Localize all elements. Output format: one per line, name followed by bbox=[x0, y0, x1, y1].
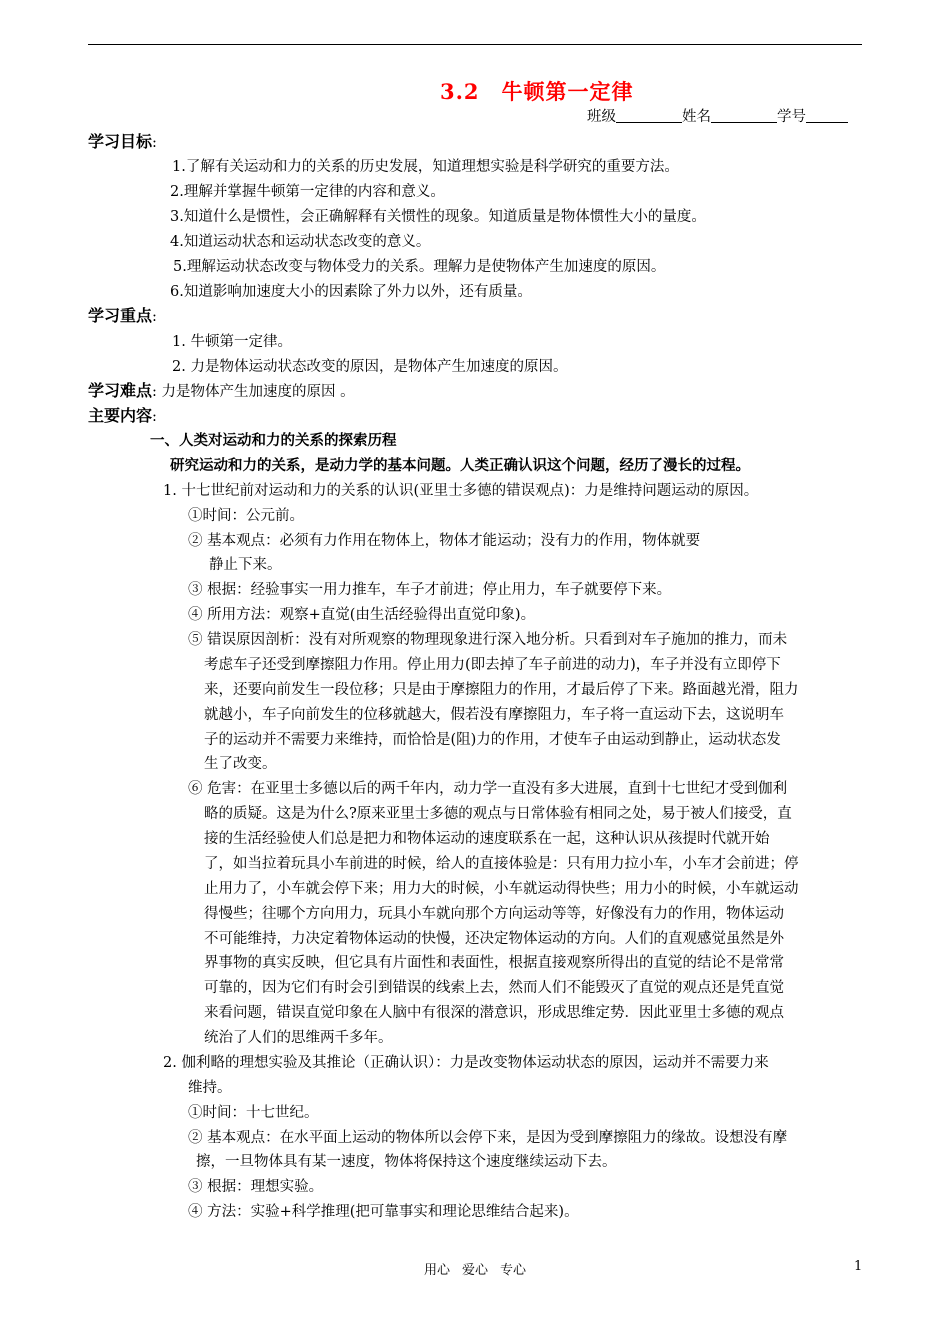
main-content-heading-text: 主要内容 bbox=[88, 406, 153, 425]
name-blank[interactable] bbox=[711, 108, 777, 123]
key-point-item: 1. 牛顿第一定律。 bbox=[172, 334, 292, 350]
page-title bbox=[440, 76, 634, 106]
id-blank[interactable] bbox=[806, 108, 848, 123]
main-content-colon: : bbox=[152, 409, 157, 425]
key-point-item: 2. 力是物体运动状态改变的原因，是物体产生加速度的原因。 bbox=[172, 359, 568, 375]
point1-line: 来，还要向前发生一段位移；只是由于摩擦阻力的作用，才最后停了下来。路面越光滑，阻力 bbox=[204, 682, 799, 698]
point1-line: ④ 所用方法：观察+直觉(由生活经验得出直觉印象)。 bbox=[188, 607, 536, 623]
page-footer bbox=[0, 1259, 950, 1278]
point1-line: ①时间：公元前。 bbox=[188, 508, 304, 524]
point2-line: ①时间：十七世纪。 bbox=[188, 1105, 319, 1121]
key-points-heading-text: 学习重点 bbox=[88, 306, 153, 325]
title-number: 3.2 bbox=[440, 79, 480, 104]
objective-item: 4.知道运动状态和运动状态改变的意义。 bbox=[170, 234, 431, 250]
point2-line: 擦，一旦物体具有某一速度，物体将保持这个速度继续运动下去。 bbox=[196, 1154, 617, 1170]
footer-word: 专心 bbox=[500, 1263, 527, 1278]
class-label: 班级 bbox=[587, 109, 616, 125]
main-content-heading bbox=[88, 407, 157, 426]
difficulty-line bbox=[88, 382, 355, 401]
point1-line: 接的生活经验使人们总是把力和物体运动的速度联系在一起，这种认识从孩提时代就开始 bbox=[204, 831, 770, 847]
objective-item: 1.了解有关运动和力的关系的历史发展，知道理想实验是科学研究的重要方法。 bbox=[172, 159, 679, 175]
student-info-fields bbox=[587, 108, 848, 126]
section-title: 一、人类对运动和力的关系的探索历程 bbox=[150, 432, 397, 449]
point1-line: ③ 根据：经验事实一用力推车，车子才前进；停止用力，车子就要停下来。 bbox=[188, 582, 672, 598]
footer-word: 爱心 bbox=[461, 1263, 488, 1278]
point1-line: 可靠的，因为它们有时会引到错误的线索上去，然而人们不能毁灭了直觉的观点还是凭直觉 bbox=[204, 980, 784, 996]
point1-line: 不可能维持，力决定着物体运动的快慢，还决定物体运动的方向。人们的直观感觉虽然是外 bbox=[204, 931, 784, 947]
objective-item: 2.理解并掌握牛顿第一定律的内容和意义。 bbox=[170, 184, 445, 200]
point2-heading-cont: 维持。 bbox=[188, 1080, 232, 1096]
point1-line: 考虑车子还受到摩擦阻力作用。停止用力(即去掉了车子前进的动力)，车子并没有立即停下 bbox=[204, 657, 781, 673]
objectives-heading-text: 学习目标 bbox=[88, 132, 153, 151]
point1-line: 静止下来。 bbox=[209, 557, 282, 573]
objectives-heading bbox=[88, 133, 157, 152]
point1-line: 了，如当拉着玩具小车前进的时候，给人的直接体验是：只有用力拉小车，小车才会前进；停 bbox=[204, 856, 799, 872]
title-text: 牛顿第一定律 bbox=[501, 79, 634, 104]
objective-item: 5.理解运动状态改变与物体受力的关系。理解力是使物体产生加速度的原因。 bbox=[173, 259, 666, 275]
section-intro: 研究运动和力的关系，是动力学的基本问题。人类正确认识这个问题，经历了漫长的过程。 bbox=[170, 457, 750, 474]
point2-line: ④ 方法：实验+科学推理(把可靠事实和理论思维结合起来)。 bbox=[188, 1204, 579, 1220]
point1-line: 界事物的真实反映，但它具有片面性和表面性，根据直接观察所得出的直觉的结论不是常常 bbox=[204, 955, 784, 971]
point1-line: ② 基本观点：必须有力作用在物体上，物体才能运动；没有力的作用，物体就要 bbox=[188, 533, 701, 549]
point1-line: 生了改变。 bbox=[204, 756, 277, 772]
class-blank[interactable] bbox=[616, 108, 682, 123]
header-rule bbox=[88, 44, 862, 45]
point1-line: 统治了人们的思维两千多年。 bbox=[204, 1030, 393, 1046]
point1-line: 就越小，车子向前发生的位移就越大，假若没有摩擦阻力，车子将一直运动下去，这说明车 bbox=[204, 707, 784, 723]
point2-heading: 2. 伽利略的理想实验及其推论（正确认识）：力是改变物体运动状态的原因，运动并不需要力来 bbox=[163, 1055, 769, 1071]
objective-item: 3.知道什么是惯性，会正确解释有关惯性的现象。知道质量是物体惯性大小的量度。 bbox=[170, 209, 706, 225]
objective-item: 6.知道影响加速度大小的因素除了外力以外，还有质量。 bbox=[170, 284, 532, 300]
point1-line: ⑥ 危害：在亚里士多德以后的两千年内，动力学一直没有多大进展，直到十七世纪才受到伽利 bbox=[188, 781, 788, 797]
difficulty-heading: 学习难点 bbox=[88, 381, 153, 400]
key-points-colon: : bbox=[152, 309, 157, 325]
key-points-heading bbox=[88, 307, 157, 326]
point1-heading: 1. 十七世纪前对运动和力的关系的认识(亚里士多德的错误观点)：力是维持问题运动的原因。 bbox=[163, 483, 759, 499]
name-label: 姓名 bbox=[682, 109, 711, 125]
point1-line: 止用力了，小车就会停下来；用力大的时候，小车就运动得快些；用力小的时候，小车就运动 bbox=[204, 881, 799, 897]
page-number: 1 bbox=[854, 1259, 863, 1274]
point2-line: ③ 根据：理想实验。 bbox=[188, 1179, 324, 1195]
point1-line: 得慢些；往哪个方向用力，玩具小车就向那个方向运动等等，好像没有力的作用，物体运动 bbox=[204, 906, 784, 922]
point1-line: 略的质疑。这是为什么?原来亚里士多德的观点与日常体验有相同之处，易于被人们接受，直 bbox=[204, 806, 792, 822]
id-label: 学号 bbox=[777, 109, 806, 125]
point1-line: 来看问题，错误直觉印象在人脑中有很深的潜意识，形成思维定势．因此亚里士多德的观点 bbox=[204, 1005, 784, 1021]
point1-line: ⑤ 错误原因剖析：没有对所观察的物理现象进行深入地分析。只看到对车子施加的推力，而未 bbox=[188, 632, 788, 648]
point2-line: ② 基本观点：在水平面上运动的物体所以会停下来，是因为受到摩擦阻力的缘故。设想没有摩 bbox=[188, 1130, 788, 1146]
point1-line: 子的运动并不需要力来维持，而恰恰是(阻)力的作用，才使车子由运动到静止，运动状态发 bbox=[204, 732, 781, 748]
footer-word: 用心 bbox=[423, 1263, 450, 1278]
objectives-colon: : bbox=[152, 135, 157, 151]
difficulty-text: : 力是物体产生加速度的原因 。 bbox=[152, 384, 355, 400]
